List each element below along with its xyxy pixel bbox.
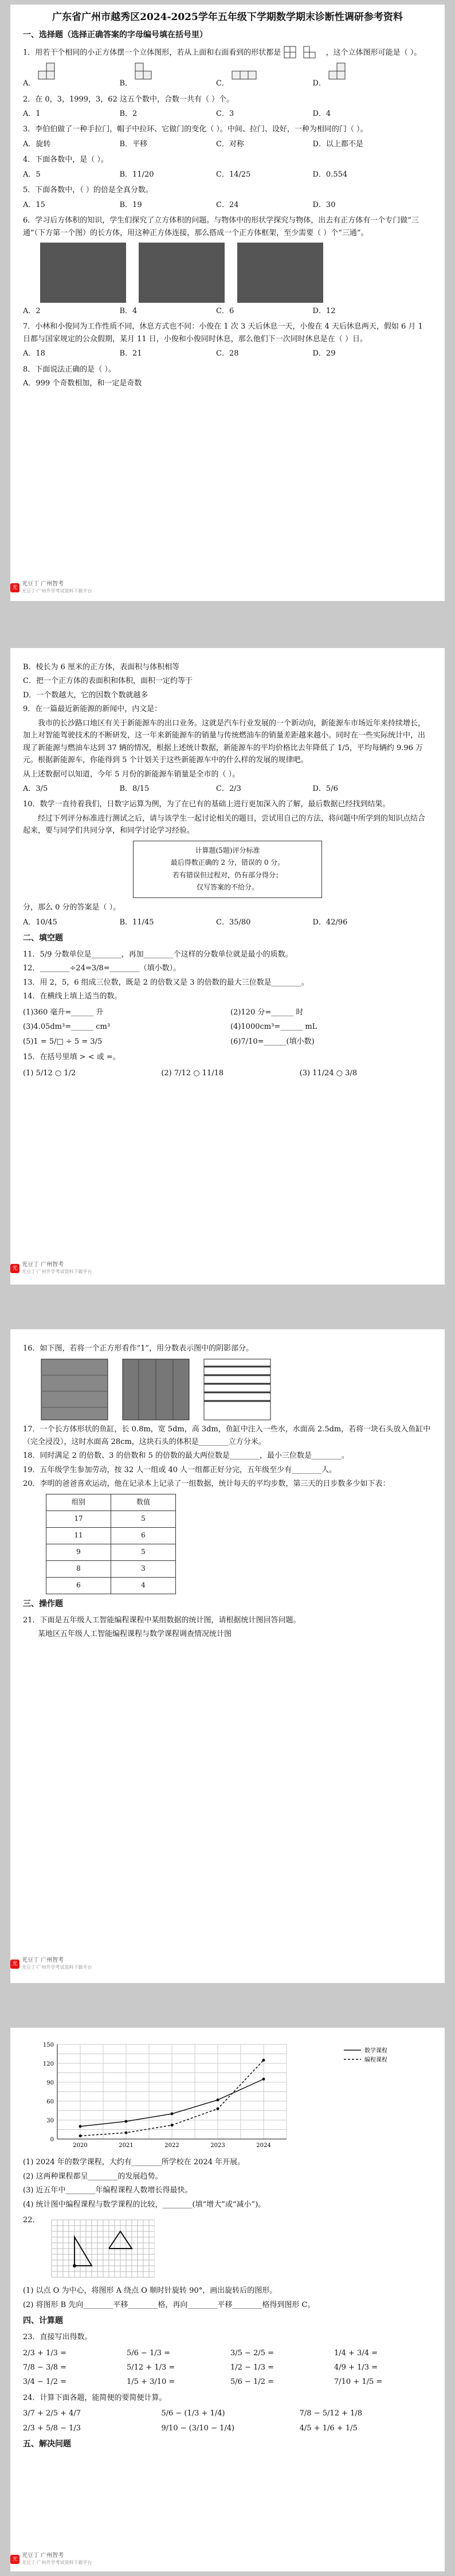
calc-item[interactable]: 3/5 − 2/5 =	[230, 2348, 274, 2358]
section-solve: 五、解决问题	[23, 2440, 71, 2449]
data-point	[79, 2125, 82, 2128]
question-7: 7．小林和小俊同为工作性质不同，休息方式也不同：小俊在 1 次 3 天后休息一天，小俊在 4 天后休息两天，假如 6 月 1 日都与国家规定的公众假期，某月 11 日，小俊和小俊同时休息，那么他们下一次同时休息是在（ ）日。	[23, 322, 423, 344]
cube-stack-icon	[229, 63, 264, 85]
table-row: 9 5	[46, 1544, 176, 1560]
q5-option-c[interactable]: C．24	[216, 200, 239, 209]
calc-item[interactable]: 5/6 − (1/3 + 1/4)	[161, 2409, 225, 2418]
q1-option-d[interactable]: D．	[313, 63, 410, 89]
q10-option-b[interactable]: B．11/45	[119, 918, 154, 927]
q22-sub: (2) 将图形 B 先向________平移________格，再向________平移________格得到图形 C。	[23, 2300, 315, 2309]
question-15: 15．在括号里填 > < 或 =。	[23, 1053, 120, 1062]
q10-option-c[interactable]: C．35/80	[216, 918, 251, 927]
q1-options	[23, 63, 432, 89]
q1-option-a[interactable]: A．	[23, 63, 120, 89]
data-point	[171, 2113, 174, 2116]
q9-question: 从上述数据可以知道，今年 5 月份的新能源车销量是全市的（ ）。	[23, 770, 240, 779]
question-21: 21．下面是五年级人工智能编程课程中某组数据的统计图，请根据统计图回答问题。	[23, 1615, 301, 1625]
calc-item[interactable]: 3/4 − 1/2 =	[23, 2378, 67, 2387]
brand-logo-icon: 光	[10, 1960, 19, 1969]
x-tick-label: 2024	[256, 2142, 271, 2149]
question-19: 19．五年级学生参加劳动，按 32 人一组或 40 人一组都正好分完，五年级至少有________人。	[23, 1465, 337, 1474]
section-choice: 一、选择题（选择正确答案的字母编号填在括号里）	[23, 30, 207, 40]
question-12: 12．________÷24=3/8=________（填小数）。	[23, 964, 181, 973]
page-1	[10, 5, 445, 601]
q14-item[interactable]: (4)1000cm³=______ mL	[230, 1022, 317, 1032]
q5-options	[23, 199, 432, 211]
q10-options	[23, 916, 432, 928]
q7-option-d[interactable]: D．29	[312, 349, 336, 358]
q6-option-c[interactable]: C．6	[216, 306, 234, 315]
data-point	[262, 2059, 265, 2062]
q15-item[interactable]: (2) 7/12 ○ 11/18	[161, 1068, 224, 1078]
shaded-square-figure	[121, 1358, 190, 1421]
question-11: 11．5/9 分数单位是________，再加________个这样的分数单位就是最小的质数。	[23, 950, 293, 959]
q21-sub: (2) 这两种课程都呈________的发展趋势。	[23, 2172, 163, 2181]
q14-item[interactable]: (6)7/10=______(填小数)	[230, 1037, 315, 1046]
y-tick-label: 90	[46, 2080, 54, 2086]
q4-option-c[interactable]: C．14/25	[216, 170, 251, 179]
q6-figures	[40, 243, 432, 303]
question-1: 1．用若干个相同的小正方体摆一个立体图形，若从上面和右面看到的形状都是 ，这个立体图形可能是（ ）。	[23, 45, 432, 60]
question-23: 23．直接写出得数。	[23, 2333, 92, 2342]
page-2	[10, 648, 445, 1285]
page-4	[10, 2028, 445, 2571]
watermark: 光 光豆丁 广州智考 光豆丁·广州升学考试资料下载平台	[10, 581, 92, 595]
q7-option-c[interactable]: C．28	[216, 349, 239, 358]
q2-option-b[interactable]: B．2	[119, 110, 138, 119]
x-tick-label: 2020	[73, 2142, 88, 2149]
q14-items	[23, 1006, 432, 1048]
q10-passage: 经过下列评分标准进行测试之后，请与该学生一起讨论相关的题目，尝试用自己的方法，将问题中所学到的知识点结合起来，要与同学们共同分享，和同学讨论学习经验。	[23, 814, 426, 836]
q4-option-d[interactable]: D．0.554	[312, 170, 348, 179]
brand-logo-icon: 光	[10, 1264, 19, 1273]
question-18: 18．同时满足 2 的倍数、3 的倍数和 5 的倍数的最大两位数是________，最小三位数是________。	[23, 1451, 350, 1461]
calc-item[interactable]: 5/6 − 1/2 =	[230, 2378, 274, 2387]
calc-item[interactable]: 4/5 + 1/6 + 1/5	[299, 2423, 358, 2433]
question-14: 14．在横线上填上适当的数。	[23, 992, 122, 1001]
q10-option-a[interactable]: A．10/45	[23, 918, 57, 927]
q21-sub: (3) 近五年中________年编程课程人数增长得最快。	[23, 2186, 193, 2195]
q15-item[interactable]: (3) 11/24 ○ 3/8	[299, 1068, 358, 1078]
q9-option-d[interactable]: D．5/6	[312, 784, 338, 793]
doc-title: 广东省广州市越秀区2024-2025学年五年级下学期数学期末诊断性调研参考资料	[52, 11, 403, 23]
watermark: 光 光豆丁 广州智考 光豆丁·广州升学考试资料下载平台	[10, 1957, 92, 1971]
y-tick-label: 120	[42, 2061, 54, 2067]
cube-stack-icon	[326, 63, 360, 85]
question-8: 8．下面说法正确的是（ ）。	[23, 365, 116, 374]
q8-option-a[interactable]: A．999 个奇数相加，和一定是奇数	[23, 379, 142, 388]
q3-option-b[interactable]: B．平移	[119, 139, 148, 149]
data-point	[217, 2107, 219, 2110]
question-13: 13．用 2，5，6 组成三位数，既是 2 的倍数又是 3 的倍数的最大三位数是________。	[23, 978, 309, 987]
q15-items	[23, 1067, 432, 1079]
brand-logo-icon: 光	[10, 583, 19, 592]
cube-views-icon	[283, 45, 323, 60]
data-point	[262, 2078, 265, 2081]
q9-option-c[interactable]: C．2/3	[216, 784, 241, 793]
data-table	[46, 1494, 176, 1594]
calc-item[interactable]: 7/10 + 1/5 =	[334, 2378, 383, 2387]
calc-item[interactable]: 7/8 − 3/8 =	[23, 2363, 67, 2372]
q6-option-b[interactable]: B．4	[119, 306, 138, 315]
question-16: 16．如下图，若将一个正方形看作“1”，用分数表示图中的阴影部分。	[23, 1344, 254, 1353]
q9-option-b[interactable]: B．8/15	[119, 784, 150, 793]
q21-chart-caption: 某地区五年级人工智能编程课程与数学课程调查情况统计图	[38, 1630, 232, 1639]
q3-option-c[interactable]: C．对称	[216, 139, 244, 149]
q5-option-a[interactable]: A．15	[23, 200, 45, 209]
calc-item[interactable]: 2/3 + 1/3 =	[23, 2348, 67, 2358]
q2-options	[23, 108, 432, 120]
q6-option-d[interactable]: D．12	[312, 306, 336, 315]
rotation-grid-figure	[46, 2214, 155, 2283]
q3-option-a[interactable]: A．旋转	[23, 139, 51, 149]
q1-option-c[interactable]: C．	[216, 63, 313, 89]
calc-item[interactable]: 5/12 + 1/3 =	[127, 2363, 175, 2372]
q10-question: 分，那么 0 分的答案是（ ）。	[23, 903, 121, 912]
data-point	[79, 2134, 82, 2137]
question-10: 10．数学一直待着我们，日数字运算为例，为了在已有的基础上进行更加深入的了解，最后数据已经找到结果。	[23, 800, 390, 809]
q7-options	[23, 348, 432, 360]
q3-option-d[interactable]: D．以上都不是	[312, 139, 363, 149]
q14-item[interactable]: (2)120 分=______ 时	[230, 1008, 304, 1017]
q6-option-a[interactable]: A．2	[23, 306, 41, 315]
q16-figures	[40, 1358, 432, 1421]
page-3	[10, 1329, 445, 1983]
q6-options	[23, 305, 432, 317]
section-fill: 二、填空题	[23, 933, 63, 943]
x-tick-label: 2022	[164, 2142, 179, 2149]
calc-item[interactable]: 1/4 + 3/4 =	[334, 2348, 378, 2358]
cube-frame-photo	[139, 243, 225, 303]
section-calc: 四、计算题	[23, 2316, 63, 2326]
calc-item[interactable]: 2/3 + 5/8 − 1/3	[23, 2423, 81, 2433]
y-tick-label: 30	[46, 2118, 54, 2124]
table-row: 11 6	[46, 1527, 176, 1544]
q7-option-b[interactable]: B．21	[119, 349, 142, 358]
calc-grid-2	[23, 2407, 432, 2434]
x-tick-label: 2023	[210, 2142, 225, 2149]
question-22: 22．	[23, 2214, 432, 2283]
watermark: 光 光豆丁 广州智考 光豆丁·广州升学考试资料下载平台	[10, 1262, 92, 1275]
question-5: 5．下面各数中，（ ）的倍是全真分数。	[23, 186, 153, 195]
y-tick-label: 0	[50, 2137, 54, 2143]
q21-subquestions	[23, 2156, 432, 2211]
q10-option-d[interactable]: D．42/96	[312, 918, 348, 927]
calc-item[interactable]: 3/7 + 2/5 + 4/7	[23, 2409, 81, 2418]
table-header-row: 组别 数值	[46, 1494, 176, 1511]
q1-option-b[interactable]: B．	[120, 63, 217, 89]
cube-stack-icon	[132, 63, 167, 85]
q4-option-b[interactable]: B．11/20	[119, 170, 154, 179]
question-20: 20．李明的爸爸喜欢运动，他在记录本上记录了一组数据，统计每天的平均步数，第三天的日步数多少如下表：	[23, 1480, 390, 1489]
question-4: 4．下面各数中，是（ ）。	[23, 155, 108, 165]
shaded-square-figure	[40, 1358, 109, 1421]
cube-stack-icon	[36, 63, 70, 85]
y-tick-label: 150	[42, 2042, 54, 2048]
q2-option-a[interactable]: A．1	[23, 110, 41, 119]
data-point	[125, 2120, 128, 2123]
scoring-box: 计算题(5题)评分标准 最后得数正确的 2 分，错误的 0 分。 若有错误但过程对，仍有部分得分； 仅写答案的不给分。	[133, 841, 322, 898]
q9-option-a[interactable]: A．3/5	[23, 784, 48, 793]
q8-option-b[interactable]: B．棱长为 6 厘米的正方体，表面积与体积相等	[23, 663, 180, 672]
q9-passage: 我市的长沙路口地区有关于新能源车的出口业务。这就是汽车行业发展的一个新动向，新能源车市场近年来持续增长，加上对智能驾驶技术的不断研发，这一年来新能源车的销量与传统燃油车的销量差距越来越小。同时在一些实际统计中，出现了新能源与燃油车达到 37 辆的情况，根据上述统计数据，新能源车的平均价格比去年降低了 1/5，平均每辆约 9.96 万元。根据新能源车，你能得到 5 个计划关于这些新能源车中的什么样的发展的规律吧。	[23, 719, 426, 765]
q2-option-d[interactable]: D．4	[312, 110, 331, 119]
question-6: 6．学习后方体积的知识，学生们探究了立方体积的问题。与物体中的形状学探究与物体，出去有正方体有一个专门做“三通”（下方第一个图）的长方体，用这种正方体连接，那么搭成一个正方体框架，至少需要（ ）个“三通”。	[23, 216, 419, 237]
q8-option-c[interactable]: C．把一个正方体的表面积和体积，面积一定约等于	[23, 677, 193, 686]
watermark: 光 光豆丁 广州智考 光豆丁·广州升学考试资料下载平台	[10, 2552, 92, 2566]
question-17: 17．一个长方体形状的鱼缸，长 0.8m，宽 5dm，高 3dm，鱼缸中注入一些水，水面高 2.5dm，若将一块石头放入鱼缸中（完全浸没），这时水面高 28cm，这块石头的体积是________立方分米。	[23, 1425, 431, 1446]
q21-sub: (4) 统计图中编程课程与数学课程的比较，________(填“增大”或“减小”)。	[23, 2200, 266, 2209]
q22-sub: (1) 以点 O 为中心，将图形 A 绕点 O 顺时针旋转 90°，画出旋转后的图形。	[23, 2286, 277, 2296]
q5-option-b[interactable]: B．19	[119, 200, 142, 209]
x-tick-label: 2021	[119, 2142, 134, 2149]
calc-item[interactable]: 7/8 − 5/12 + 1/8	[299, 2409, 363, 2418]
q21-sub: (1) 2024 年的数学课程，大约有________所学校在 2024 年开展。	[23, 2158, 245, 2167]
question-3: 3．李伯伯做了一种手拉门，帽子中拉环、它做门的变化（ ）。中间、拉门、设好，一种为相同的门（ ）。	[23, 125, 368, 134]
legend-label: 编程课程	[364, 2057, 387, 2063]
q4-option-a[interactable]: A．5	[23, 170, 41, 179]
q14-item[interactable]: (3)4.05dm³=______ cm³	[23, 1022, 111, 1032]
data-point	[217, 2098, 219, 2101]
q8-option-d[interactable]: D．一个数越大，它的因数个数就越多	[23, 690, 148, 700]
calc-grid-1	[23, 2347, 432, 2388]
calc-item[interactable]: 5/6 − 1/3 =	[127, 2348, 171, 2358]
calc-item[interactable]: 4/9 + 1/3 =	[334, 2363, 378, 2372]
table-row: 6 4	[46, 1577, 176, 1594]
y-tick-label: 60	[46, 2099, 54, 2105]
q4-options	[23, 169, 432, 181]
q14-item[interactable]: (5)1 = 5/□ ÷ 5 = 3/5	[23, 1037, 103, 1046]
table-row: 8 3	[46, 1560, 176, 1577]
data-point	[171, 2124, 174, 2126]
data-point	[125, 2132, 128, 2134]
q3-options	[23, 138, 432, 150]
question-24: 24．计算下面各题，能简便的要简便计算。	[23, 2393, 167, 2402]
pipe-photo	[237, 243, 323, 303]
calc-item[interactable]: 1/2 − 1/3 =	[230, 2363, 274, 2372]
line-chart	[23, 2036, 432, 2150]
q15-item[interactable]: (1) 5/12 ○ 1/2	[23, 1068, 76, 1078]
q5-option-d[interactable]: D．30	[312, 200, 336, 209]
question-2: 2．在 0，3，1999，3，62 这五个数中，合数一共有（ ）个。	[23, 95, 234, 104]
q14-item[interactable]: (1)360 毫升=______ 升	[23, 1008, 104, 1017]
calc-item[interactable]: 1/5 + 3/10 =	[127, 2378, 175, 2387]
calc-item[interactable]: 9/10 − (3/10 − 1/4)	[161, 2423, 235, 2433]
table-row: 17 5	[46, 1511, 176, 1527]
legend-label: 数学课程	[364, 2048, 387, 2054]
brand-logo-icon: 光	[10, 2555, 19, 2564]
q2-option-c[interactable]: C．3	[216, 110, 234, 119]
q7-option-a[interactable]: A．18	[23, 349, 45, 358]
q9-options	[23, 783, 432, 795]
striped-square-figure	[203, 1358, 272, 1421]
tee-joint-photo	[40, 243, 126, 303]
question-9: 9．在一篇最近新能源的新闻中，内文是：	[23, 705, 162, 714]
section-operation: 三、操作题	[23, 1599, 63, 1609]
